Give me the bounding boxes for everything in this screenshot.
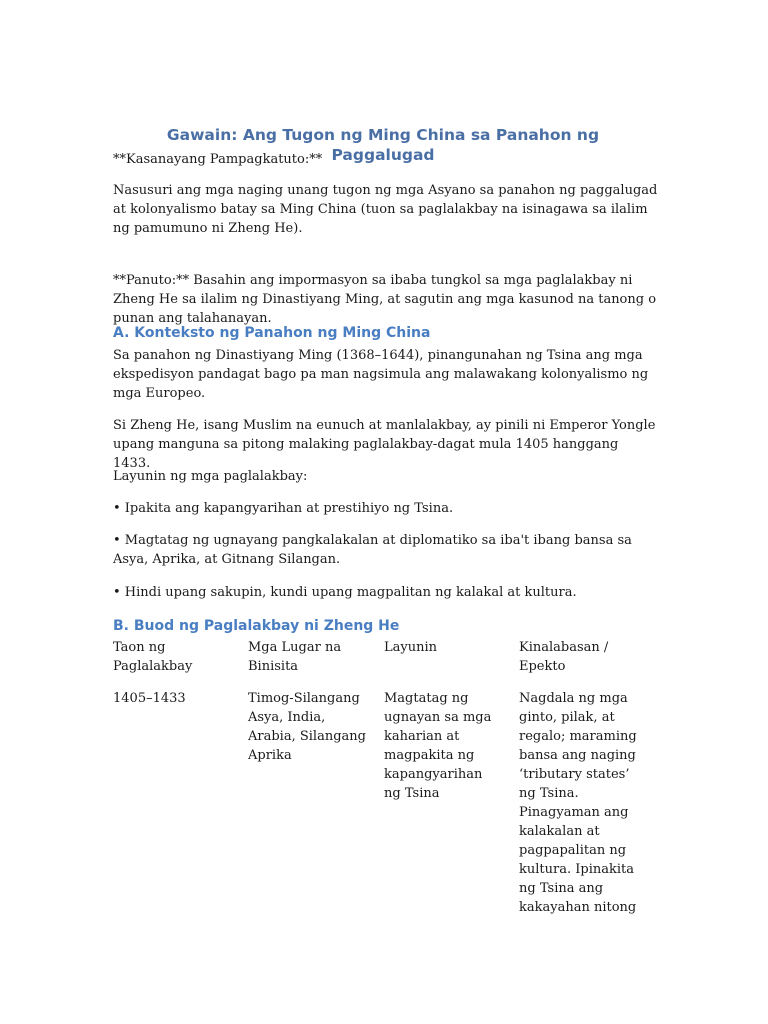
competency-label: **Kasanayang Pampagkatuto:**	[113, 152, 323, 167]
competency-text: Nasusuri ang mga naging unang tugon ng mga Asyano sa panahon ng paggalugad at kolonyalismo batay sa Ming China (tuon sa paglalakbay na isinagawa sa ilalim ng pamumuno ni Zheng He).	[113, 183, 658, 236]
table-cell: Nagdala ng mga ginto, pilak, at regalo; maraming bansa ang naging ‘tributary states’ ng Tsina. Pinagyaman ang kalakalan at pagpapalitan ng kultura. Ipinakita ng Tsina ang kakayahan nitong	[519, 691, 637, 915]
section-a-heading: A. Konteksto ng Panahon ng Ming China	[113, 325, 431, 341]
goal-item: • Hindi upang sakupin, kundi upang magpalitan ng kalakal at kultura.	[113, 585, 577, 600]
document-title: Gawain: Ang Tugon ng Ming China sa Panahon ng Paggalugad	[166, 126, 600, 164]
table-cell: 1405–1433	[113, 691, 186, 706]
goals-intro: Layunin ng mga paglalakbay:	[113, 469, 308, 484]
instructions-text: **Panuto:** Basahin ang impormasyon sa ibaba tungkol sa mga paglalakbay ni Zheng He sa ilalim ng Dinastiyang Ming, at sagutin ang mga kasunod na tanong o punan ang talahanayan.	[113, 273, 657, 326]
goal-item: • Ipakita ang kapangyarihan at prestihiyo ng Tsina.	[113, 501, 454, 516]
table-header-cell: Kinalabasan / Epekto	[519, 640, 609, 674]
goal-item: • Magtatag ng ugnayang pangkalakalan at diplomatiko sa iba't ibang bansa sa Asya, Aprika, at Gitnang Silangan.	[113, 533, 632, 567]
table-header-cell: Taon ng Paglalakbay	[113, 640, 193, 674]
table-header-cell: Mga Lugar na Binisita	[248, 640, 342, 674]
table-cell: Magtatag ng ugnayan sa mga kaharian at magpakita ng kapangyarihan ng Tsina	[384, 691, 492, 801]
section-a-paragraph-1: Sa panahon ng Dinastiyang Ming (1368–1644), pinangunahan ng Tsina ang mga ekspedisyon pandagat bago pa man nagsimula ang malawakang kolonyalismo ng mga Europeo.	[113, 348, 649, 401]
section-b-heading: B. Buod ng Paglalakbay ni Zheng He	[113, 618, 400, 634]
section-a-paragraph-2: Si Zheng He, isang Muslim na eunuch at manlalakbay, ay pinili ni Emperor Yongle upang manguna sa pitong malaking paglalakbay-dagat mula 1405 hanggang 1433.	[113, 418, 656, 471]
table-header-cell: Layunin	[384, 640, 438, 655]
table-cell: Timog-Silangang Asya, India, Arabia, Silangang Aprika	[248, 691, 366, 763]
